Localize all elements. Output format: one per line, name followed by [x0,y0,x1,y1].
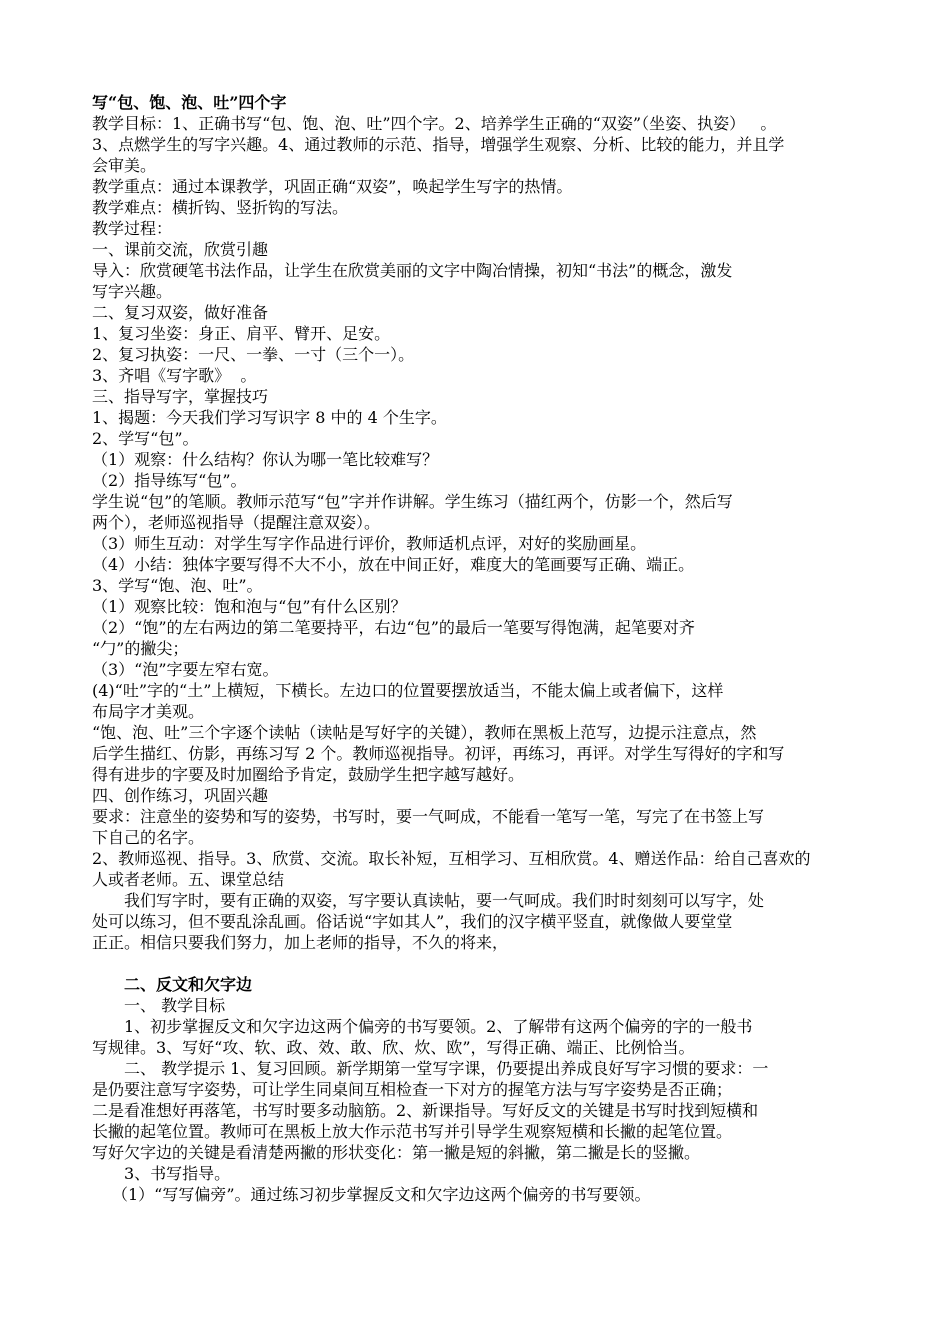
text-line: 3、齐唱《写字歌》 。 [92,366,257,385]
text-line: 2、学写“包”。 [92,429,199,448]
section2-heading-goals: 一、 教学目标 [124,996,226,1015]
text-line: 1、揭题：今天我们学习写识字 8 中的 4 个生字。 [92,408,447,427]
text-line: 教学重点：通过本课教学，巩固正确“双姿”，唤起学生写字的热情。 [92,177,573,196]
text-line: 三、指导写字，掌握技巧 [92,387,269,406]
text-line: 导入：欣赏硬笔书法作品，让学生在欣赏美丽的文字中陶冶情操，初知“书法”的概念，激发 [92,261,733,280]
section2-tips [92,1058,892,1163]
section2-goals [92,1016,892,1058]
text-line: 3、点燃学生的写字兴趣。4、通过教师的示范、指导，增强学生观察、分析、比较的能力，并且学 [92,135,785,154]
text-line: （2）指导练写“包”。 [92,471,247,490]
text-line: 人或者老师。五、课堂总结 [92,870,285,889]
document-page [92,92,892,1205]
text-line: 1、复习坐姿：身正、肩平、臂开、足安。 [92,324,391,343]
text-line: 四、创作练习，巩固兴趣 [92,786,269,805]
text-line: “饱、泡、吐”三个字逐个读帖（读帖是写好字的关键），教师在黑板上范写，边提示注意点，然 [92,723,757,742]
text-line: 会审美。 [92,156,157,175]
section2-last-line: （1）“写写偏旁”。通过练习初步掌握反文和欠字边这两个偏旁的书写要领。 [112,1185,651,1204]
text-line: 是仍要注意写字姿势，可让学生同桌间互相检查一下对方的握笔方法与写字姿势是否正确； [92,1080,733,1099]
text-line: 得有进步的字要及时加圈给予肯定，鼓励学生把字越写越好。 [92,765,525,784]
text-line: 教学过程： [92,219,173,238]
section1-body [92,113,892,890]
text-line: 一、课前交流，欣赏引趣 [92,240,269,259]
text-line: 布局字才美观。 [92,702,205,721]
text-line: 后学生描红、仿影，再练习写 2 个。教师巡视指导。初评，再练习，再评。对学生写得好的字和写 [92,744,785,763]
text-line: 二、复习双姿，做好准备 [92,303,269,322]
text-line: 要求：注意坐的姿势和写的姿势，书写时，要一气呵成，不能看一笔写一笔，写完了在书签上写 [92,807,765,826]
text-line: 我们写字时，要有正确的双姿，写字要认真读帖，要一气呵成。我们时时刻刻可以写字，处 [124,891,765,910]
text-line: 写字兴趣。 [92,282,173,301]
text-line: 1、初步掌握反文和欠字边这两个偏旁的书写要领。2、了解带有这两个偏旁的字的一般书 [124,1017,753,1036]
text-line: 长撇的起笔位置。教师可在黑板上放大作示范书写并引导学生观察短横和长撇的起笔位置。 [92,1122,733,1141]
text-line: 教学难点：横折钩、竖折钩的写法。 [92,198,349,217]
text-line: （1）观察比较：饱和泡与“包”有什么区别？ [92,597,407,616]
text-line: 二是看准想好再落笔，书写时要多动脑筋。2、新课指导。写好反文的关键是书写时找到短横和 [92,1101,759,1120]
text-line: 写好欠字边的关键是看清楚两撇的形状变化：第一撇是短的斜撇，第二撇是长的竖撇。 [92,1143,701,1162]
text-line: 2、复习执姿：一尺、一拳、一寸（三个一）。 [92,345,415,364]
text-line: （3）师生互动：对学生写字作品进行评价，教师适机点评，对好的奖励画星。 [92,534,647,553]
document-title: 写“包、饱、泡、吐”四个字 [92,93,287,112]
text-line: 2、教师巡视、指导。3、欣赏、交流。取长补短，互相学习、互相欣赏。4、赠送作品：给自己喜欢的 [92,849,811,868]
summary-paragraph [92,890,892,953]
section2-title: 二、反文和欠字边 [124,975,253,994]
text-line: 3、学写“饱、泡、吐”。 [92,576,263,595]
text-line: 教学目标：1、正确书写“包、饱、泡、吐”四个字。2、培养学生正确的“双姿”（坐姿、执姿） 。 [92,114,777,133]
text-line: (4)“吐”字的“土”上横短，下横长。左边口的位置要摆放适当，不能太偏上或者偏下，这样 [92,681,724,700]
text-line: （4）小结：独体字要写得不大不小，放在中间正好，难度大的笔画要写正确、端正。 [92,555,695,574]
section2-heading-guidance: 3、书写指导。 [124,1164,231,1183]
text-line: （1）观察：什么结构？你认为哪一笔比较难写？ [92,450,439,469]
text-line: （3）“泡”字要左窄右宽。 [92,660,279,679]
text-line: 二、 教学提示 1、复习回顾。新学期第一堂写字课，仍要提出养成良好写字习惯的要求：一 [124,1059,769,1078]
text-line: （2）“饱”的左右两边的第二笔要持平，右边“包”的最后一笔要写得饱满，起笔要对齐 [92,618,695,637]
text-line: “勹”的撇尖； [92,639,189,658]
text-line: 学生说“包”的笔顺。教师示范写“包”字并作讲解。学生练习（描红两个，仿影一个，然后写 [92,492,733,511]
text-line: 写规律。3、写好“攻、软、政、效、敢、欣、炊、欧”，写得正确、端正、比例恰当。 [92,1038,695,1057]
text-line: 正正。相信只要我们努力，加上老师的指导，不久的将来， [92,933,509,952]
text-line: 下自己的名字。 [92,828,205,847]
text-line: 两个），老师巡视指导（提醒注意双姿）。 [92,513,381,532]
text-line: 处可以练习，但不要乱涂乱画。俗话说“字如其人”，我们的汉字横平竖直，就像做人要堂堂 [92,912,733,931]
